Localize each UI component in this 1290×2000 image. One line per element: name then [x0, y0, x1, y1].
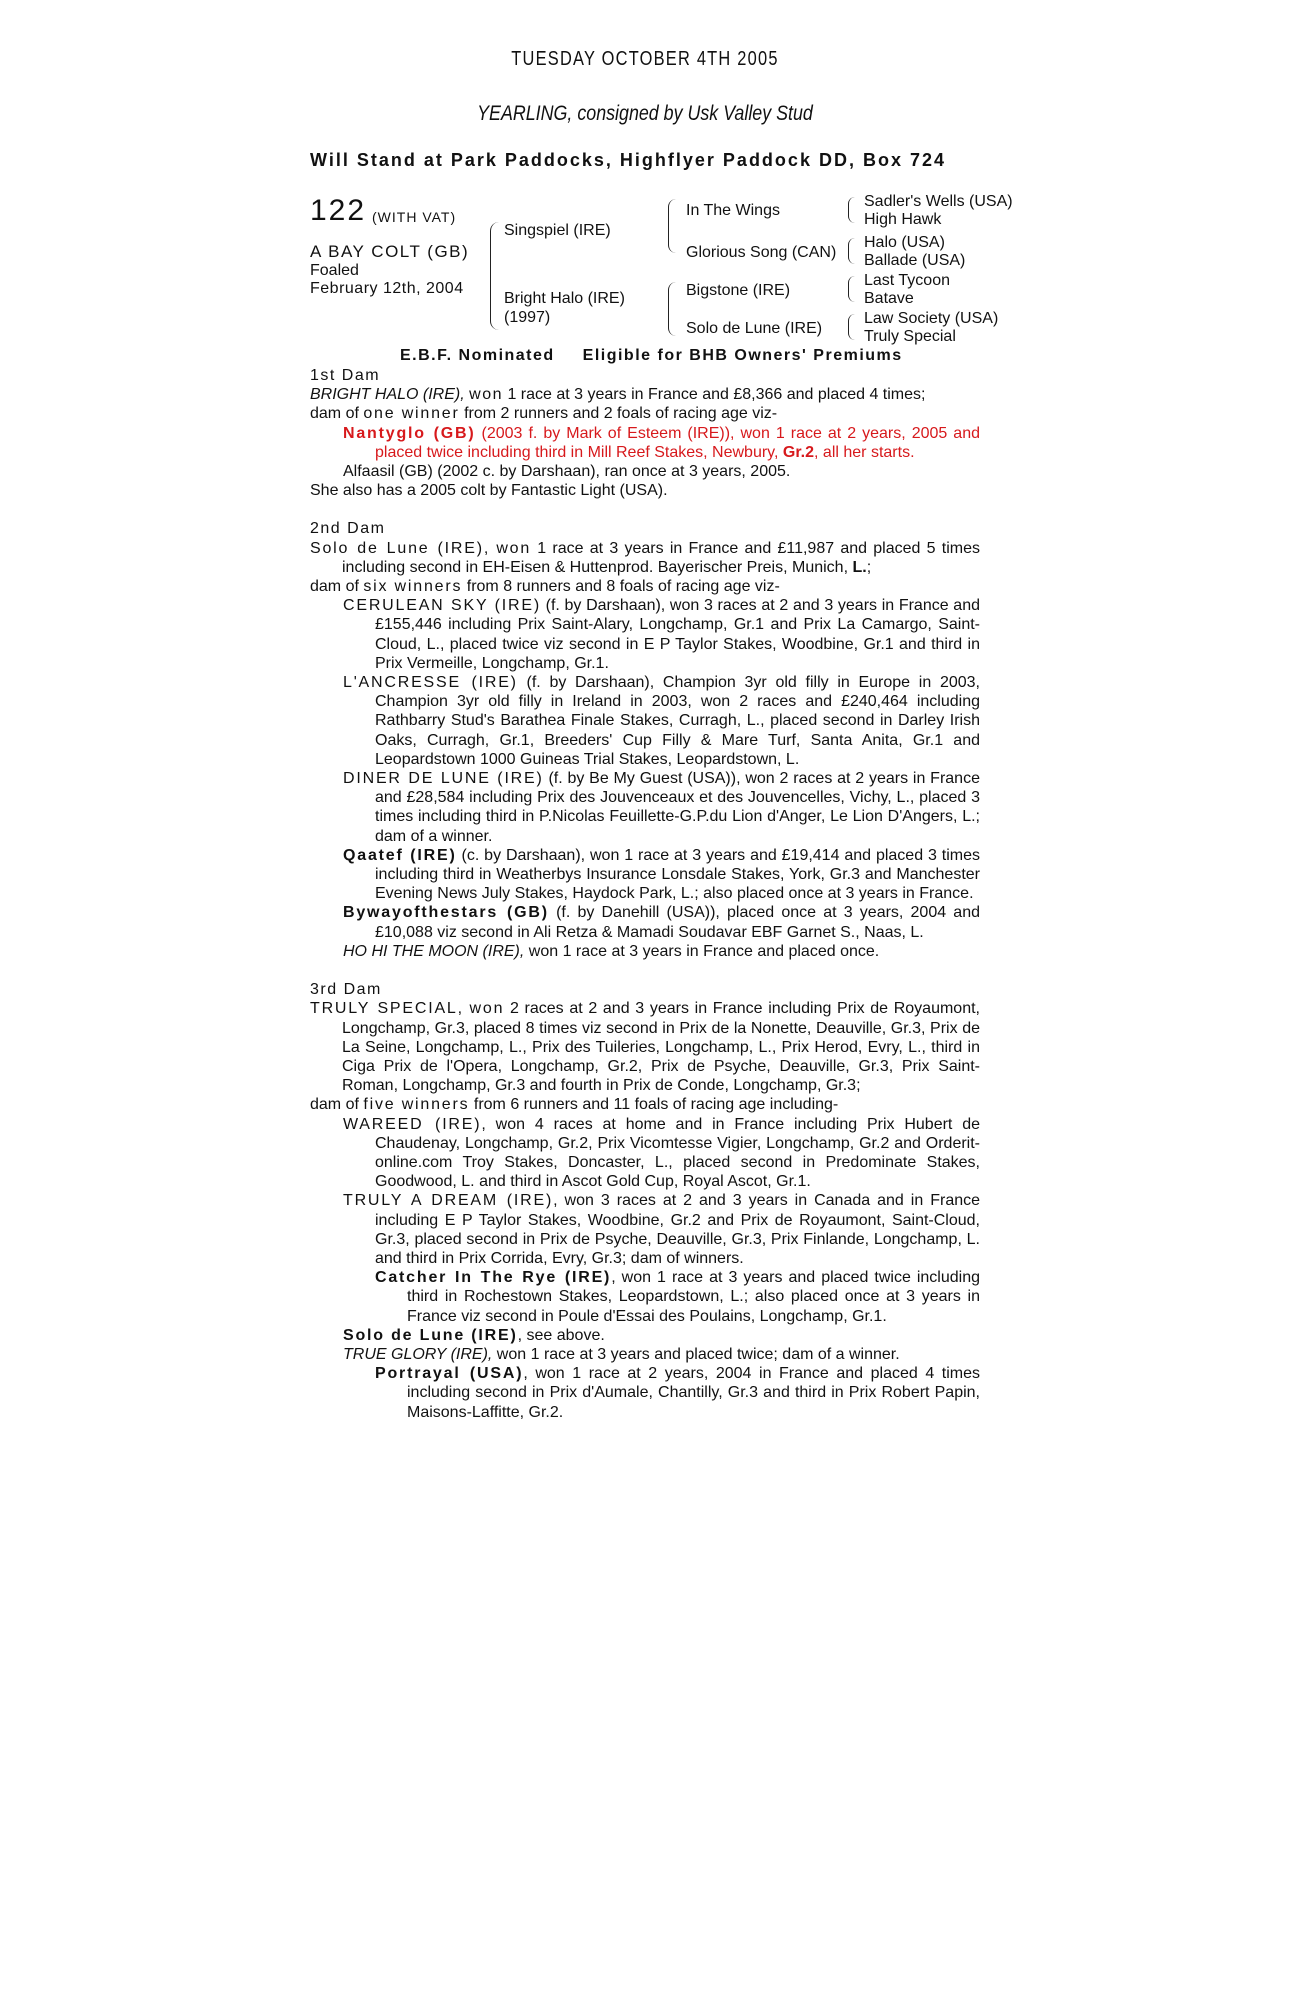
ped-ddd: Truly Special: [864, 328, 956, 345]
entry-nantyglo: Nantyglo (GB) (2003 f. by Mark of Esteem (IRE)), won 1 race at 2 years, 2005 and placed twice including third in Mill Reef Stakes, Newbury, Gr.2, all her starts.: [343, 424, 981, 461]
ped-dd: Solo de Lune (IRE): [686, 320, 823, 337]
first-dam-record: BRIGHT HALO (IRE), won 1 race at 3 years in France and £8,366 and placed 4 times;: [310, 386, 926, 404]
ped-sdd: Ballade (USA): [864, 252, 966, 269]
bhb-eligible: Eligible for BHB Owners' Premiums: [582, 347, 903, 364]
brace-dd: [848, 314, 855, 340]
entry-lancresse: L'ANCRESSE (IRE) (f. by Darshaan), Champion 3yr old filly in Europe in 2003, Champion 3yr old filly in Ireland in 2003, won 2 races and £240,464 including Rathbarry Stud's Barathea Finale Stakes, Curragh, L., placed second in Darley Irish Oaks, Curragh, Gr.1, Breeders' Cup Filly & Mare Turf, Santa Anita, Gr.1 and Leopardstown 1000 Guineas Trial Stakes, Leopardstown, L.: [343, 674, 980, 768]
brace-ss: [848, 197, 855, 223]
second-dam-produce: dam of six winners from 8 runners and 8 foals of racing age viz-: [310, 578, 780, 596]
eligibility-line: [400, 347, 925, 365]
brace-dam: [668, 282, 676, 336]
brace-sire: [668, 199, 676, 253]
brace-main: [490, 222, 499, 330]
first-dam-produce: dam of one winner from 2 runners and 2 foals of racing age viz-: [310, 405, 778, 423]
second-dam-heading: 2nd Dam: [310, 520, 386, 538]
ped-sss: Sadler's Wells (USA): [864, 193, 1013, 210]
ped-dam-year: (1997): [504, 309, 551, 326]
consignor-line: YEARLING, consigned by Usk Valley Stud: [477, 102, 813, 125]
third-dam-heading: 3rd Dam: [310, 981, 382, 999]
entry-ho-hi-the-moon: HO HI THE MOON (IRE), won 1 race at 3 years in France and placed once.: [343, 942, 880, 960]
ped-dsd: Batave: [864, 290, 914, 307]
foaled-label: Foaled: [310, 262, 359, 279]
sale-date: TUESDAY OCTOBER 4TH 2005: [511, 48, 779, 70]
third-dam-record: TRULY SPECIAL, won 2 races at 2 and 3 years in France including Prix de Royaumont, Longchamp, Gr.3, placed 8 times viz second in Prix de la Nonette, Deauville, Gr.3, Prix de La Seine, Longchamp, L., Prix des Tuileries, Longchamp, L., Prix Herod, Evry, L., third in Ciga Prix de l'Opera, Longchamp, Gr.2, Prix de Psyche, Deauville, Gr.3, Prix Saint-Roman, Longchamp, Gr.3 and fourth in Prix de Conde, Longchamp, Gr.3;: [310, 1000, 980, 1095]
ped-ss: In The Wings: [686, 202, 780, 219]
entry-alfaasil: Alfaasil (GB) (2002 c. by Darshaan), ran once at 3 years, 2005.: [343, 463, 791, 481]
entry-solo-de-lune: Solo de Lune (IRE), see above.: [343, 1326, 605, 1344]
entry-wareed: WAREED (IRE), won 4 races at home and in France including Prix Hubert de Chaudenay, Longchamp, Gr.2, Prix Vicomtesse Vigier, Longchamp, Gr.2 and Orderit-online.com Troy Stakes, Doncaster, L., placed second in Predominate Stakes, Goodwood, L. and third in Ascot Gold Cup, Royal Ascot, Gr.1.: [343, 1115, 980, 1191]
brace-ds: [848, 276, 855, 302]
ped-sire: Singspiel (IRE): [504, 222, 611, 239]
ped-sds: Halo (USA): [864, 234, 945, 251]
produce-record: [310, 366, 980, 1422]
first-dam-also: She also has a 2005 colt by Fantastic Light (USA).: [310, 482, 668, 500]
entry-portrayal: Portrayal (USA), won 1 race at 2 years, 2004 in France and placed 4 times including second in Prix d'Aumale, Chantilly, Gr.3 and third in Prix Robert Papin, Maisons-Laffitte, Gr.2.: [375, 1365, 981, 1421]
ped-sd: Glorious Song (CAN): [686, 244, 837, 261]
stand-location: Will Stand at Park Paddocks, Highflyer Paddock DD, Box 724: [310, 150, 946, 170]
entry-true-glory: TRUE GLORY (IRE), won 1 race at 3 years and placed twice; dam of a winner.: [343, 1345, 900, 1363]
second-dam-record: Solo de Lune (IRE), won 1 race at 3 years in France and £11,987 and placed 5 times including second in EH-Eisen & Huttenprod. Bayerischer Preis, Munich, L.;: [310, 539, 980, 576]
lot-description: A BAY COLT (GB): [310, 242, 470, 261]
ped-ssd: High Hawk: [864, 211, 942, 228]
ebf-nominated: E.B.F. Nominated: [400, 347, 555, 364]
vat-note: (WITH VAT): [372, 209, 457, 225]
foaled-date: February 12th, 2004: [310, 280, 464, 297]
ped-dam: Bright Halo (IRE): [504, 290, 625, 307]
ped-dds: Law Society (USA): [864, 310, 999, 327]
ped-ds: Bigstone (IRE): [686, 282, 791, 299]
entry-qaatef: Qaatef (IRE) (c. by Darshaan), won 1 race at 3 years and £19,414 and placed 3 times including third in Weatherbys Insurance Lonsdale Stakes, York, Gr.3 and Manchester Evening News July Stakes, Haydock Park, L.; also placed once at 3 years in France.: [343, 846, 981, 903]
entry-diner-de-lune: DINER DE LUNE (IRE) (f. by Be My Guest (USA)), won 2 races at 2 years in France and £28,584 including Prix des Jouvenceaux et des Jouvencelles, Vichy, L., placed 3 times including third in P.Nicolas Feuillette-G.P.du Lion d'Anger, Le Lion D'Angers, L.; dam of a winner.: [343, 770, 980, 845]
brace-sd: [848, 238, 855, 264]
entry-catcher-in-the-rye: Catcher In The Rye (IRE), won 1 race at 3 years and placed twice including third in Rochestown Stakes, Leopardstown, L.; also placed once at 3 years in France viz second in Poule d'Essai des Poulains, Longchamp, Gr.1.: [375, 1269, 981, 1325]
entry-bywayofthestars: Bywayofthestars (GB) (f. by Danehill (USA)), placed once at 3 years, 2004 and £10,088 viz second in Ali Retza & Mamadi Soudavar EBF Garnet S., Naas, L.: [343, 904, 980, 941]
entry-cerulean-sky: CERULEAN SKY (IRE) (f. by Darshaan), won 3 races at 2 and 3 years in France and £155,446 including Prix Saint-Alary, Longchamp, Gr.1 and Prix La Camargo, Saint-Cloud, L., placed twice viz second in E P Taylor Stakes, Woodbine, Gr.1 and third in Prix Vermeille, Longchamp, Gr.1.: [343, 597, 981, 672]
first-dam-heading: 1st Dam: [310, 367, 381, 384]
entry-truly-a-dream: TRULY A DREAM (IRE), won 3 races at 2 and 3 years in Canada and in France including E P Taylor Stakes, Woodbine, Gr.2 and Prix de Royaumont, Saint-Cloud, Gr.3, placed second in Prix de Psyche, Deauville, Gr.3, Prix Finlande, Longchamp, L. and third in Prix Corrida, Evry, Gr.3; dam of winners.: [343, 1192, 981, 1267]
ped-dss: Last Tycoon: [864, 272, 950, 289]
third-dam-produce: dam of five winners from 6 runners and 11 foals of racing age including-: [310, 1096, 839, 1114]
lot-number: 122: [310, 194, 367, 227]
